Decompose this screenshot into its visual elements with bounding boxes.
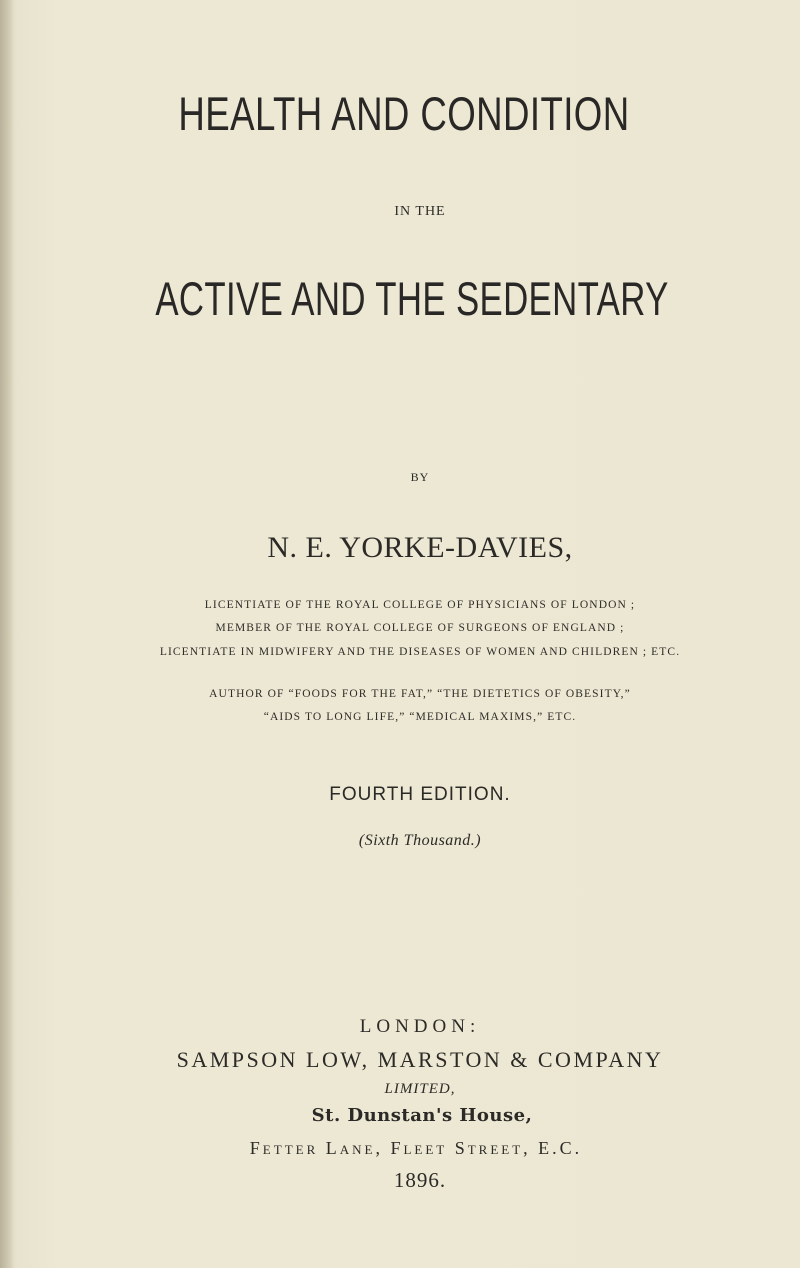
author-credential: MEMBER OF THE ROYAL COLLEGE OF SURGEONS OF ENGLAND ; — [215, 622, 625, 634]
author-name: N. E. YORKE-DAVIES, — [267, 531, 573, 564]
author-works: “AIDS TO LONG LIFE,” “MEDICAL MAXIMS,” ETC. — [263, 711, 577, 723]
book-title-line-2: ACTIVE AND THE SEDENTARY — [155, 272, 669, 325]
imprint-year: 1896. — [393, 1168, 447, 1192]
title-connector: IN THE — [394, 204, 446, 219]
printing-note: (Sixth Thousand.) — [358, 832, 482, 849]
by-label: BY — [410, 470, 430, 484]
imprint-house: St. Dunstan's House, — [311, 1105, 533, 1126]
imprint-city: LONDON: — [359, 1016, 481, 1037]
page-binding-edge — [0, 0, 14, 1268]
imprint-publisher: SAMPSON LOW, MARSTON & COMPANY — [176, 1047, 664, 1072]
author-credential: LICENTIATE OF THE ROYAL COLLEGE OF PHYSICIANS OF LONDON ; — [204, 599, 636, 611]
imprint-address: Fetter Lane, Fleet Street, E.C. — [249, 1138, 583, 1158]
author-works: AUTHOR OF “FOODS FOR THE FAT,” “THE DIETETICS OF OBESITY,” — [209, 688, 631, 700]
edition-label: FOURTH EDITION. — [329, 784, 511, 805]
book-title-line-1: HEALTH AND CONDITION — [178, 87, 630, 140]
imprint-limited: LIMITED, — [384, 1081, 456, 1097]
author-credential: LICENTIATE IN MIDWIFERY AND THE DISEASES OF WOMEN AND CHILDREN ; ETC. — [159, 646, 681, 658]
